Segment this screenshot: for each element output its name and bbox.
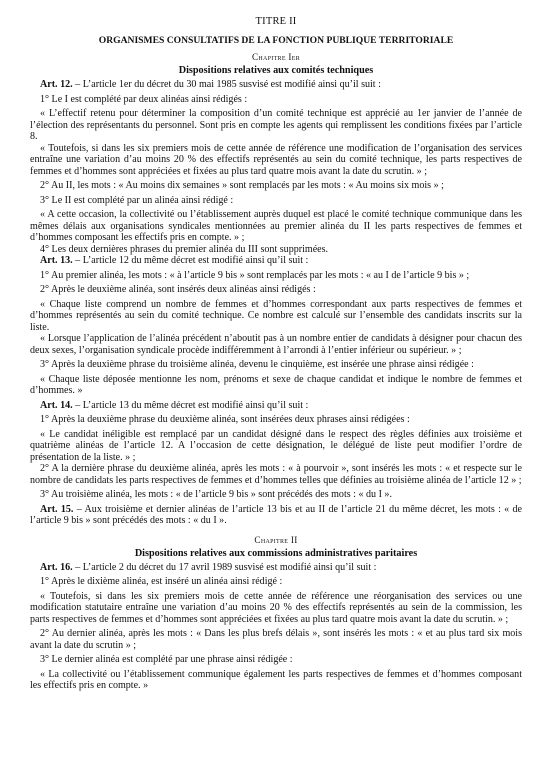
article-13-item-2: 2° Après le deuxième alinéa, sont insérés deux alinéas ainsi rédigés : xyxy=(40,284,316,295)
chapitre-1-title: Dispositions relatives aux comités techniques xyxy=(178,65,374,76)
article-14-item-1: 1° Après la deuxième phrase du deuxième alinéa, sont insérées deux phrases ainsi rédigées : xyxy=(40,414,410,425)
article-13-item-3: 3° Après la deuxième phrase du troisième alinéa, devenu le cinquième, est insérée une phrase ainsi rédigée : xyxy=(40,359,474,370)
article-16-item-3: 3° Le dernier alinéa est complété par une phrase ainsi rédigée : xyxy=(40,654,293,665)
article-14-item-2: 2° A la dernière phrase du deuxième alinéa, après les mots : « à pourvoir », sont insérés les mots : « et respecte sur le nombre de candidats les parts respectives de femmes et d’hommes telles que définies au troisième alinéa de l’article 12 » ; xyxy=(30,463,522,486)
chapitre-2-label: Chapitre II xyxy=(254,534,298,545)
chapitre-2-title: Dispositions relatives aux commissions administratives paritaires xyxy=(134,547,418,559)
article-15-number: Art. 15. xyxy=(40,503,74,515)
article-12-quote-2: « Toutefois, si dans les six premiers mois de cette année de référence une modification de l’organisation des services entraîne une variation d’au moins 20 % des effectifs représentés au sein du comité technique, les parts respectives de femmes et d’hommes sont appréciées et fixées au plus tard quatre mois avant la date du scrutin. » ; xyxy=(30,142,522,177)
article-13-quote-1: « Chaque liste comprend un nombre de femmes et d’hommes correspondant aux parts respectives de femmes et d’hommes représentés au sein du comité technique. Ce nombre est calculé sur l’ensemble des candidats inscrits sur la liste. xyxy=(30,298,522,333)
article-12-number: Art. 12. xyxy=(40,79,73,90)
article-12-item-3: 3° Le II est complété par un alinéa ainsi rédigé : xyxy=(40,194,234,206)
article-15: Art. 15. – Aux troisième et dernier alinéas de l’article 13 bis et au II de l’article 21 du même décret, les mots : « de l’article 9 bis » sont précédés des mots : « du I ». xyxy=(30,503,522,526)
titre-heading: TITRE II xyxy=(255,16,297,27)
article-16-item-1: 1° Après le dixième alinéa, est inséré un alinéa ainsi rédigé : xyxy=(40,576,283,587)
article-14-number: Art. 14. xyxy=(40,399,73,411)
article-13-item-1: 1° Au premier alinéa, les mots : « à l’article 9 bis » sont remplacés par les mots : « au I de l’article 9 bis » ; xyxy=(40,269,470,281)
article-13-quote-2: « Lorsque l’application de l’alinéa précédent n’aboutit pas à un nombre entier de candidats à désigner pour chacun des deux sexes, l’organisation syndicale procède indifféremment à l’arrondi à l’entier inférieur ou supérieur. » ; xyxy=(30,333,522,356)
article-16-number: Art. 16. xyxy=(40,561,73,573)
article-16-item-2: 2° Au dernier alinéa, après les mots : « Dans les plus brefs délais », sont insérés les mots : « et au plus tard six mois avant la date du scrutin » ; xyxy=(30,628,522,651)
article-12-quote-1: « L’effectif retenu pour déterminer la composition d’un comité technique est apprécié au 1er janvier de l’année de l’élection des représentants du personnel. Sont pris en compte les agents qui remplissent les conditions fixées par l’article 8. xyxy=(30,108,522,142)
article-12-item-4: 4° Les deux dernières phrases du premier alinéa du III sont supprimées. xyxy=(40,243,329,255)
chapitre-1-label: Chapitre Ier xyxy=(251,52,301,62)
article-12-intro: Art. 12. – L’article 1er du décret du 30 mai 1985 susvisé est modifié ainsi qu’il suit : xyxy=(40,79,381,90)
article-13-number: Art. 13. xyxy=(40,255,73,266)
article-14-intro: Art. 14. – L’article 13 du même décret est modifié ainsi qu’il suit : xyxy=(40,399,309,411)
article-14-item-3: 3° Au troisième alinéa, les mots : « de l’article 9 bis » sont précédés des mots : « du I ». xyxy=(40,489,392,500)
article-14-quote-1: « Le candidat inéligible est remplacé par un candidat désigné dans le respect des règles définies aux troisième et quatrième alinéas de l’article 12. A l’occasion de cette désignation, le délégué de liste peut modifier l’ordre de présentation de la liste. » ; xyxy=(30,428,522,463)
article-16-quote-1: « Toutefois, si dans les six premiers mois de cette année de référence une réorganisation des services ou une modification statutaire entraîne une variation d’au moins 20 % des effectifs représentés au sein de la commission, les parts respectives de femmes et d’hommes sont appréciées et fixées au plus tard quatre mois avant la date du scrutin. » ; xyxy=(30,590,522,625)
article-13-intro: Art. 13. – L’article 12 du même décret est modifié ainsi qu’il suit : xyxy=(40,255,309,266)
article-16-intro: Art. 16. – L’article 2 du décret du 17 avril 1989 susvisé est modifié ainsi qu’il suit : xyxy=(40,561,377,573)
organismes-heading: ORGANISMES CONSULTATIFS DE LA FONCTION PUBLIQUE TERRITORIALE xyxy=(98,35,454,46)
article-12-item-2: 2° Au II, les mots : « Au moins dix semaines » sont remplacés par les mots : « Au moins six mois » ; xyxy=(40,180,444,191)
article-12-item-1: 1° Le I est complété par deux alinéas ainsi rédigés : xyxy=(40,93,248,105)
article-12-quote-3: « A cette occasion, la collectivité ou l’établissement auprès duquel est placé le comité technique communique dans les mêmes délais aux organisations syndicales mentionnées au premier alinéa du II les parts respectives de femmes et d’hommes composant les effectifs pris en compte. » ; xyxy=(30,209,522,243)
article-16-quote-2: « La collectivité ou l’établissement communique également les parts respectives de femmes et d’hommes composant les effectifs pris en compte. » xyxy=(30,668,522,691)
article-13-quote-3: « Chaque liste déposée mentionne les nom, prénoms et sexe de chaque candidat et indique le nombre de femmes et d’hommes. » xyxy=(30,373,522,396)
